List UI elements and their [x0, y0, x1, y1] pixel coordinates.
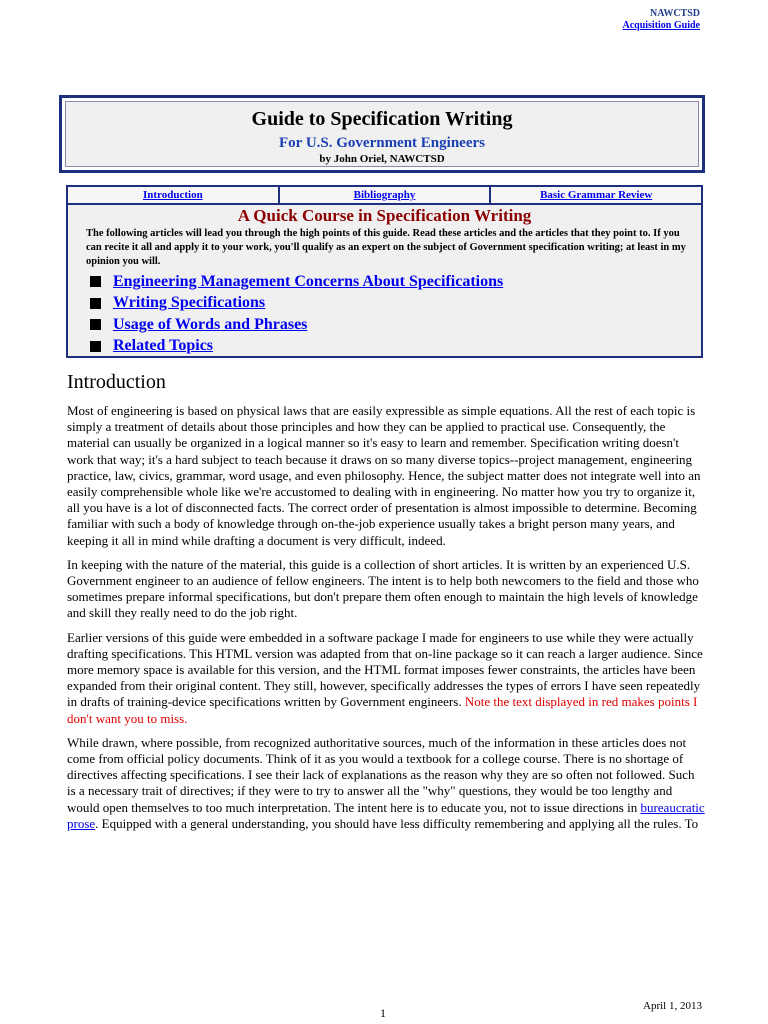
tab-introduction-link[interactable]: Introduction — [142, 189, 203, 201]
quick-course-links — [90, 271, 701, 357]
introduction-body — [67, 403, 705, 840]
list-item — [90, 336, 701, 358]
square-bullet-icon — [90, 319, 101, 330]
tab-introduction — [68, 187, 280, 203]
introduction-heading: Introduction — [67, 371, 166, 393]
quick-course-title: A Quick Course in Specification Writing — [237, 206, 532, 225]
org-label: NAWCTSD — [649, 8, 700, 19]
paragraph-2: In keeping with the nature of the material, this guide is a collection of short articles. It is written by an experienced U.S. Government engineer to an audience of fellow engineers. The intent is to help both newcomers to the field and those who sometimes prepare informal specifications, but don't prepare them often enough to maintain the high levels of knowledge and skill they really need to do the job right. — [67, 556, 699, 621]
page-subtitle: For U.S. Government Engineers — [279, 135, 485, 151]
paragraph-1: Most of engineering is based on physical laws that are easily expressible as simple equations. All the rest of each topic is simply a treatment of details about those principles and how they can be applied to practical use. Consequently, the material can usually be organized in a logical manner so it's easy to learn and remember. Specification writing doesn't work that way; it's a hard subject to teach because it draws on so many diverse topics--project management, engineering practice, law, civics, grammar, word usage, and even philosophy. Hence, the subject matter does not integrate well into an easily comprehensible whole like we're accustomed to dealing with in engineering. No matter how you try to organize it, all you have is a lot of disconnected facts. The correct order of presentation is almost impossible to determine. Becoming familiar with such a body of knowledge through on-the-job experience usually takes a bright person many years, and keeping it all in mind while drafting a document is very difficult, indeed. — [67, 403, 701, 548]
title-box-inner — [65, 101, 699, 167]
red-highlight-text: Note the text displayed in red makes points I don't want you to miss. — [67, 694, 698, 726]
tab-bibliography — [280, 187, 492, 203]
paragraph-4-text-end: . Equipped with a general understanding, you should have less difficulty remembering and applying all the rules. To — [95, 815, 699, 831]
list-item — [90, 293, 701, 315]
link-usage-of-words[interactable]: Usage of Words and Phrases — [113, 315, 308, 333]
square-bullet-icon — [90, 341, 101, 352]
title-box — [59, 95, 705, 173]
tab-basic-grammar-review-link[interactable]: Basic Grammar Review — [540, 189, 653, 201]
tab-bibliography-link[interactable]: Bibliography — [353, 189, 416, 201]
bureaucratic-prose-link[interactable]: bureaucratic prose — [67, 799, 705, 831]
page-title: Guide to Specification Writing — [251, 108, 513, 130]
top-right-header — [622, 8, 700, 32]
tab-basic-grammar-review — [491, 187, 701, 203]
quick-course-box — [66, 185, 703, 358]
acquisition-guide-link[interactable]: Acquisition Guide — [622, 20, 700, 31]
page-date: April 1, 2013 — [643, 1000, 702, 1012]
byline: by John Oriel, NAWCTSD — [319, 153, 445, 165]
quick-course-description: The following articles will lead you through the high points of this guide. Read these articles and the articles that they point to. If you can recite it all and apply it to your work, you'll qualify as an expert on the subject of Government specification writing; at least in my opinion you will. — [86, 228, 686, 267]
link-related-topics[interactable]: Related Topics — [113, 337, 214, 355]
paragraph-3-text: Earlier versions of this guide were embedded in a software package I made for engineers to use while they were actually drafting specifications. This HTML version was adapted from that on-line package so it can reach a larger audience. Since more memory space is available for this version, and the HTML format imposes fewer constraints, the articles have been expanded from their original content. They still, however, specifically addresses the types of errors I have seen repeatedly in drafts of training-device specifications written by Government engineers. — [67, 629, 703, 710]
square-bullet-icon — [90, 298, 101, 309]
paragraph-3 — [67, 630, 705, 727]
list-item — [90, 271, 701, 293]
nav-tabs — [68, 187, 701, 205]
page-number: 1 — [380, 1006, 386, 1020]
paragraph-4-text: While drawn, where possible, from recognized authoritative sources, much of the information in these articles does not come from official policy documents. Think of it as you would a textbook for a college course. There is no shortage of directives affecting specifications. I see their lack of explanations as the reason why they are so often not followed. Such is a necessary trait of directives; if they were to try to answer all the "why" questions, they would be too lengthy and would open themselves to too much interpretation. The intent here is to educate you, not to issue directions in — [67, 734, 695, 815]
square-bullet-icon — [90, 276, 101, 287]
link-writing-specifications[interactable]: Writing Specifications — [113, 294, 266, 312]
link-engineering-management[interactable]: Engineering Management Concerns About Specifications — [113, 272, 504, 290]
list-item — [90, 314, 701, 336]
paragraph-4 — [67, 735, 705, 832]
